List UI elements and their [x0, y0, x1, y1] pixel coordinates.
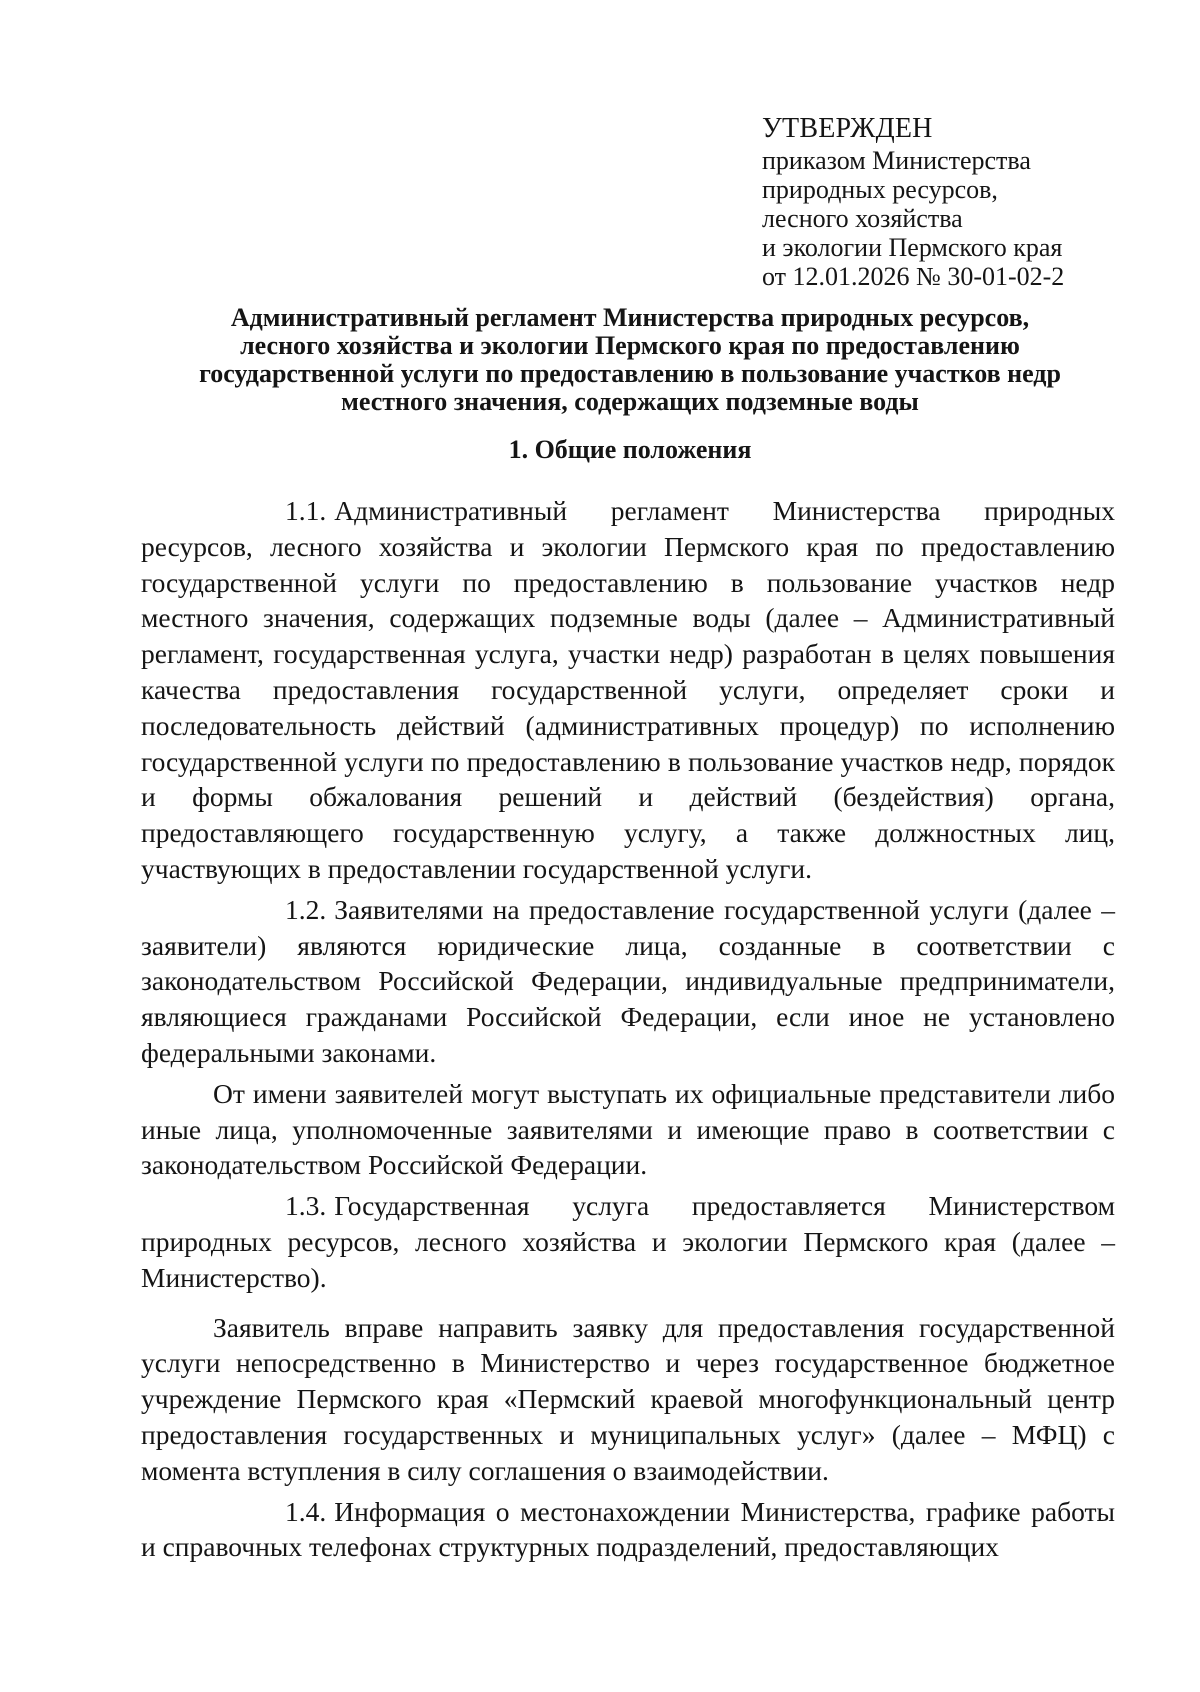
paragraph-number: 1.3.: [285, 1190, 327, 1222]
paragraph-text: От имени заявителей могут выступать их официальные представители либо иные лица, уполномоченные заявителями и имеющие право в соответствии с законодательством Российской Федерации.: [141, 1077, 1115, 1181]
approval-stamp-block: [762, 112, 1162, 291]
paragraph-representatives: [141, 1076, 1115, 1183]
section-heading: 1. Общие положения: [508, 435, 752, 464]
approval-title: УТВЕРЖДЕН: [762, 113, 933, 144]
approval-order-number: от 12.01.2026 № 30-01-02-2: [762, 262, 1065, 291]
paragraph-number: 1.1.: [285, 495, 327, 526]
paragraph-1-1: [141, 493, 1115, 887]
approval-line: лесного хозяйства: [762, 204, 963, 233]
approval-line: природных ресурсов,: [762, 175, 998, 204]
approval-line: и экологии Пермского края: [762, 233, 1063, 262]
paragraph-text: Административный регламент Министерства природных ресурсов, лесного хозяйства и экологии Пермского края по предоставлению государственной услуги по предоставлению в пользование участков недр местного значения, содержащих подземные воды (далее – Административный регламент, государственная услуга, участки недр) разработан в целях повышения качества предоставления государственной услуги, определяет сроки и последовательность действий (административных процедур) по исполнению государственной услуги по предоставлению в пользование участков недр, порядок и формы обжалования решений и действий (бездействия) органа, предоставляющего государственную услугу, а также должностных лиц, участвующих в предоставлении государственной услуги.: [141, 495, 1115, 884]
paragraph-text: Информация о местонахождении Министерства, графике работы и справочных телефонах структурных подразделений, предоставляющих: [141, 1495, 1115, 1563]
document-title-line: местного значения, содержащих подземные воды: [341, 387, 919, 416]
paragraph-1-3: [141, 1188, 1115, 1295]
document-title-line: лесного хозяйства и экологии Пермского края по предоставлению: [240, 331, 1020, 360]
paragraph-1-4: [141, 1494, 1115, 1566]
paragraph-text: Заявителями на предоставление государственной услуги (далее – заявители) являются юридические лица, созданные в соответствии с законодательством Российской Федерации, индивидуальные предприниматели, являющиеся гражданами Российской Федерации, если иное не установлено федеральными законами.: [141, 893, 1115, 1068]
document-title-line: Административный регламент Министерства природных ресурсов,: [230, 303, 1030, 332]
paragraph-number: 1.2.: [285, 893, 327, 925]
paragraph-application: [141, 1310, 1115, 1489]
paragraph-1-2: [141, 892, 1115, 1071]
approval-line: приказом Министерства: [762, 146, 1031, 175]
document-body: [141, 493, 1115, 1565]
paragraph-text: Заявитель вправе направить заявку для предоставления государственной услуги непосредственно в Министерство и через государственное бюджетное учреждение Пермского края «Пермский краевой многофункциональный центр предоставления государственных и муниципальных услуг» (далее – МФЦ) с момента вступления в силу соглашения о взаимодействии.: [141, 1311, 1115, 1486]
paragraph-number: 1.4.: [285, 1495, 327, 1527]
paragraph-text: Государственная услуга предоставляется Министерством природных ресурсов, лесного хозяйства и экологии Пермского края (далее – Министерство).: [141, 1190, 1115, 1293]
document-title-line: государственной услуги по предоставлению в пользование участков недр: [199, 359, 1061, 388]
document-title: [140, 304, 1120, 416]
